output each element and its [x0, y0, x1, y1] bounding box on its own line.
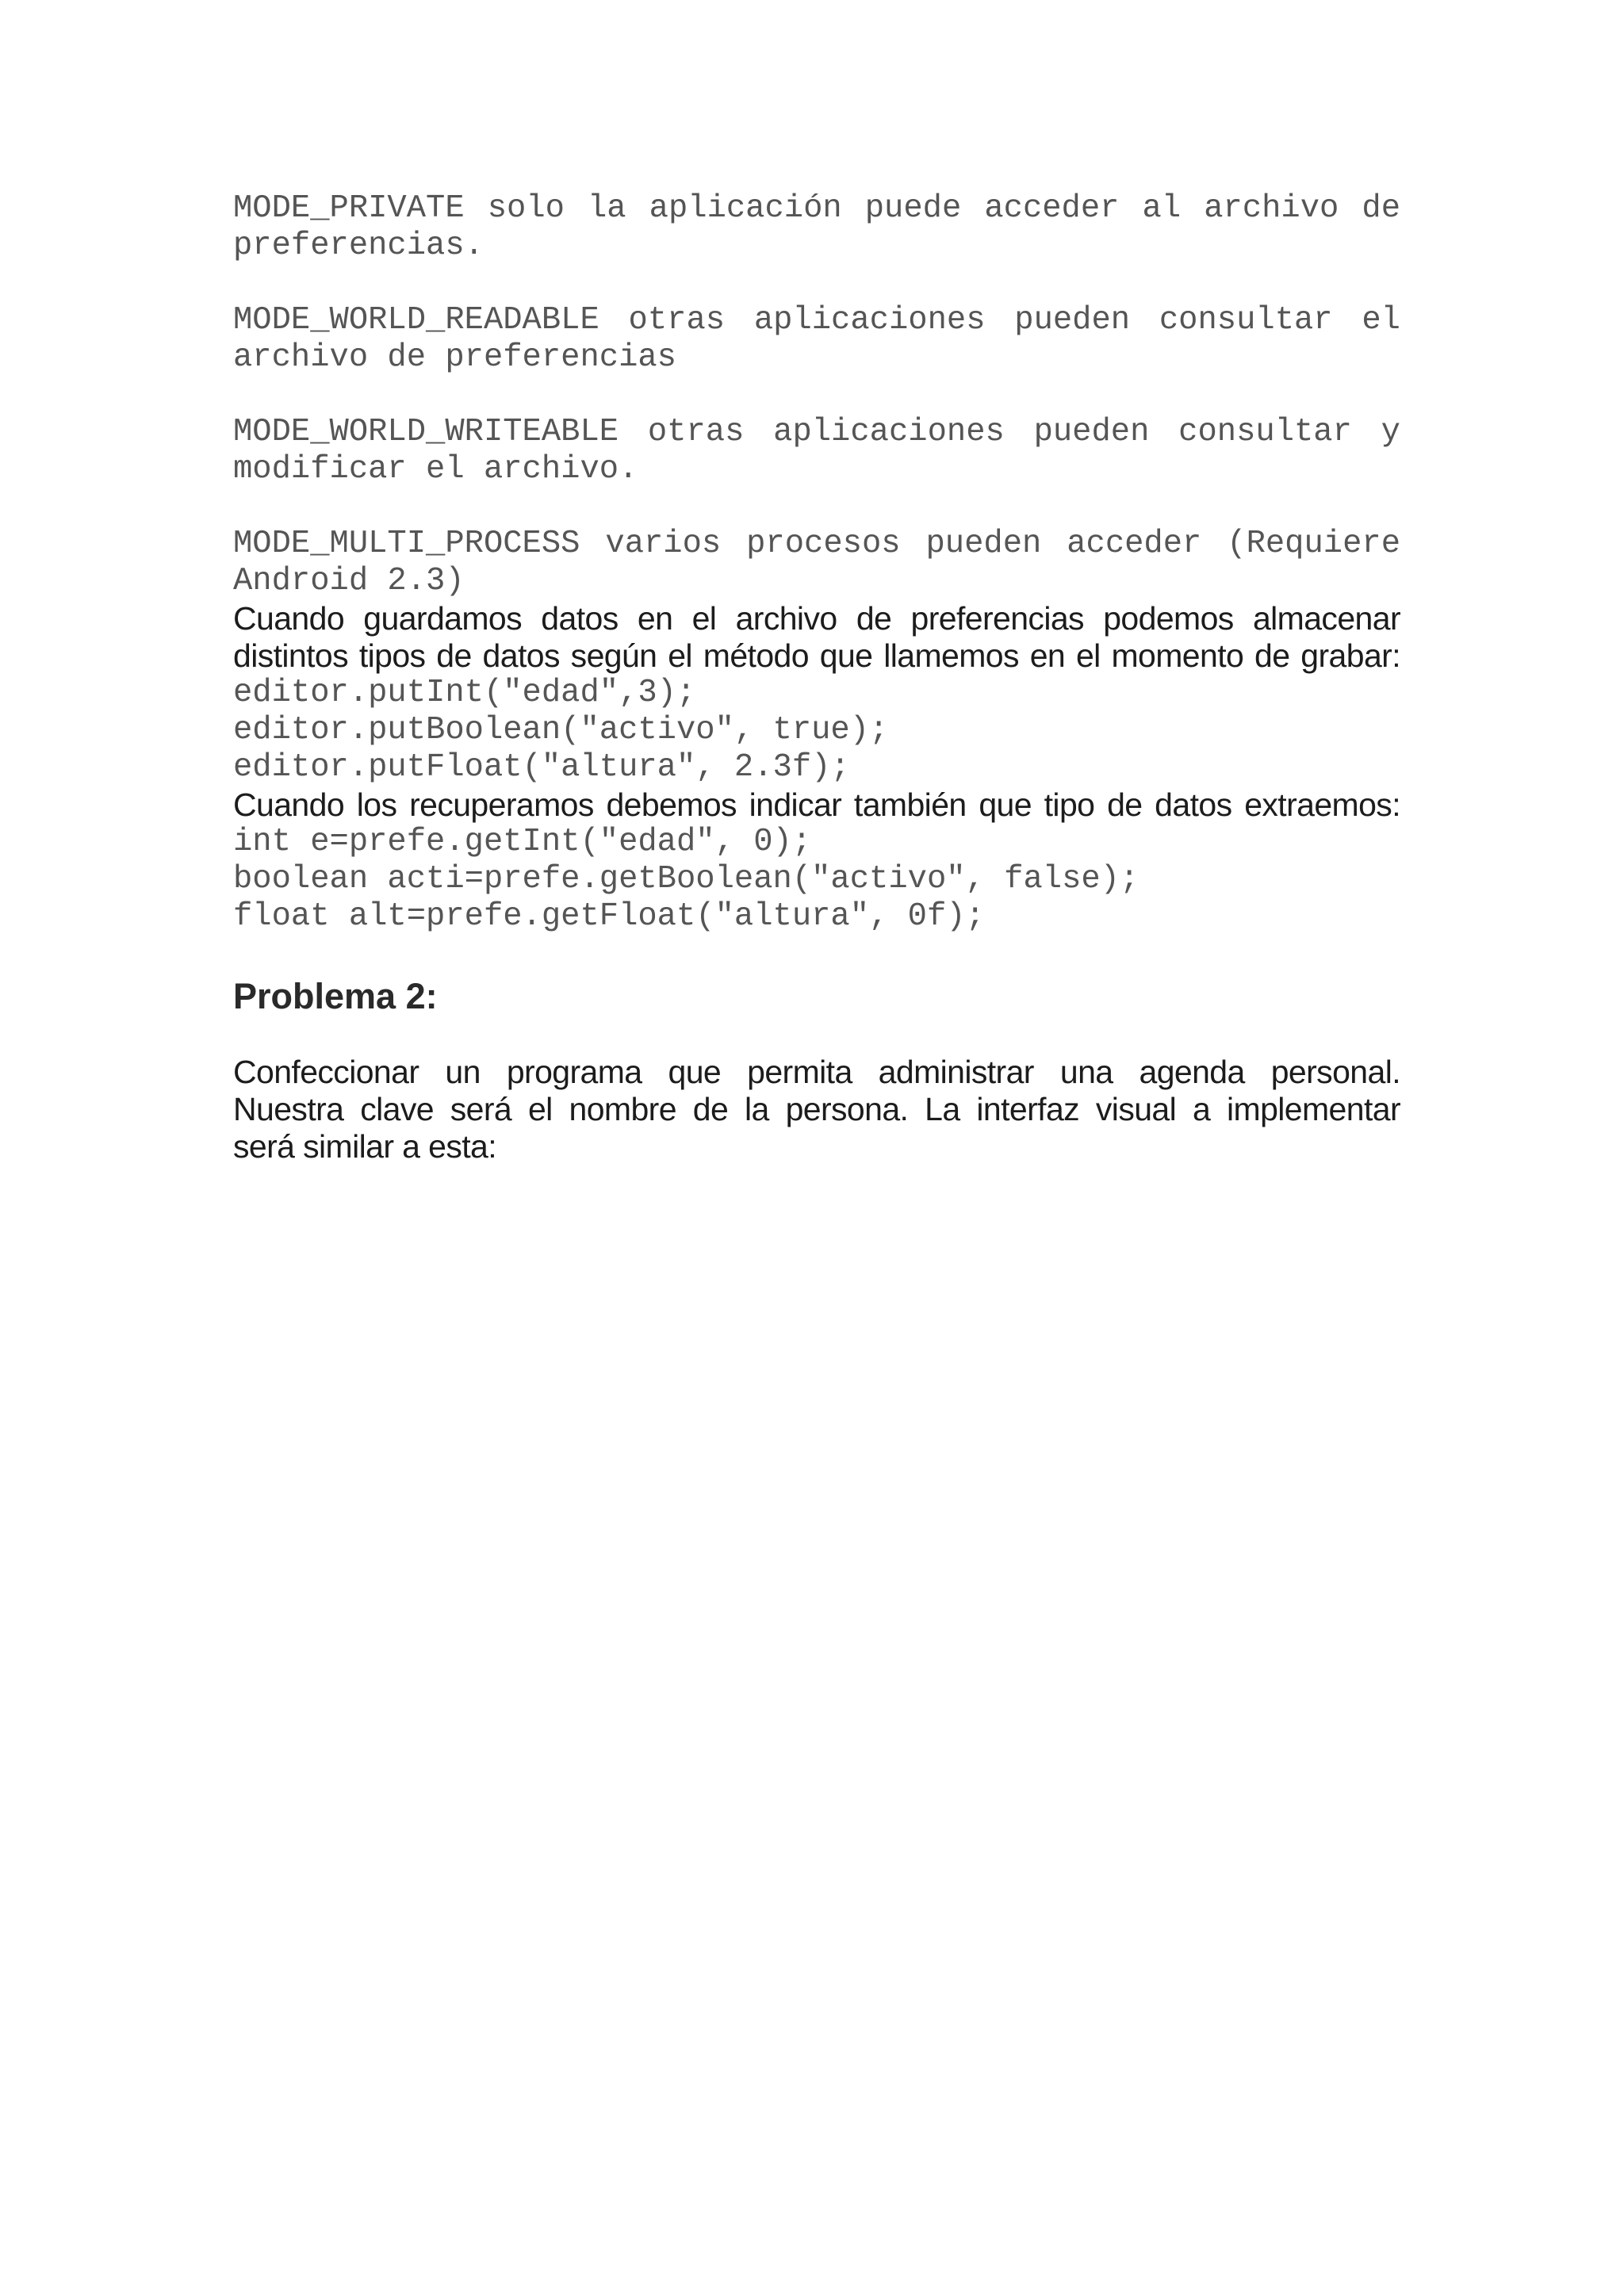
problem-heading: Problema 2:	[233, 976, 438, 1016]
mode-multi-process-line-1: MODE_MULTI_PROCESS varios procesos pueden acceder (Requiere	[233, 526, 1400, 562]
mode-world-writeable-line-2: modificar el archivo.	[233, 451, 638, 488]
mode-multi-process-line-2: Android 2.3)	[233, 563, 465, 599]
save-paragraph	[233, 600, 1400, 675]
code-line: int e=prefe.getInt("edad", 0);	[233, 824, 812, 860]
problem-line-1: Confeccionar un programa que permita administrar una agenda personal.	[233, 1054, 1400, 1090]
save-paragraph-line-1: Cuando guardamos datos en el archivo de preferencias podemos almacenar	[233, 600, 1400, 637]
mode-world-writeable-paragraph	[233, 414, 1400, 488]
code-line: float alt=prefe.getFloat("altura", 0f);	[233, 898, 985, 935]
document-content	[233, 190, 1400, 1165]
mode-world-readable-line-2: archivo de preferencias	[233, 339, 676, 376]
mode-private-paragraph	[233, 190, 1400, 265]
mode-multi-process-paragraph	[233, 526, 1400, 600]
save-paragraph-line-2: distintos tipos de datos según el método que llamemos en el momento de grabar:	[233, 637, 1400, 674]
mode-world-writeable-line-1: MODE_WORLD_WRITEABLE otras aplicaciones pueden consultar y	[233, 414, 1400, 450]
read-paragraph: Cuando los recuperamos debemos indicar también que tipo de datos extraemos:	[233, 786, 1400, 823]
mode-world-readable-line-1: MODE_WORLD_READABLE otras aplicaciones pueden consultar el	[233, 302, 1400, 339]
code-line: boolean acti=prefe.getBoolean("activo", false);	[233, 861, 1139, 897]
problem-line-2: Nuestra clave será el nombre de la persona. La interfaz visual a implementar	[233, 1091, 1400, 1127]
mode-world-readable-paragraph	[233, 302, 1400, 377]
problem-line-3: será similar a esta:	[233, 1128, 497, 1165]
read-code-block	[233, 824, 1400, 936]
code-line: editor.putInt("edad",3);	[233, 675, 696, 711]
mode-private-line-1: MODE_PRIVATE solo la aplicación puede acceder al archivo de	[233, 190, 1400, 227]
code-line: editor.putBoolean("activo", true);	[233, 712, 889, 748]
code-line: editor.putFloat("altura", 2.3f);	[233, 749, 850, 786]
save-code-block	[233, 675, 1400, 786]
problem-paragraph	[233, 1054, 1400, 1165]
mode-private-line-2: preferencias.	[233, 228, 484, 264]
